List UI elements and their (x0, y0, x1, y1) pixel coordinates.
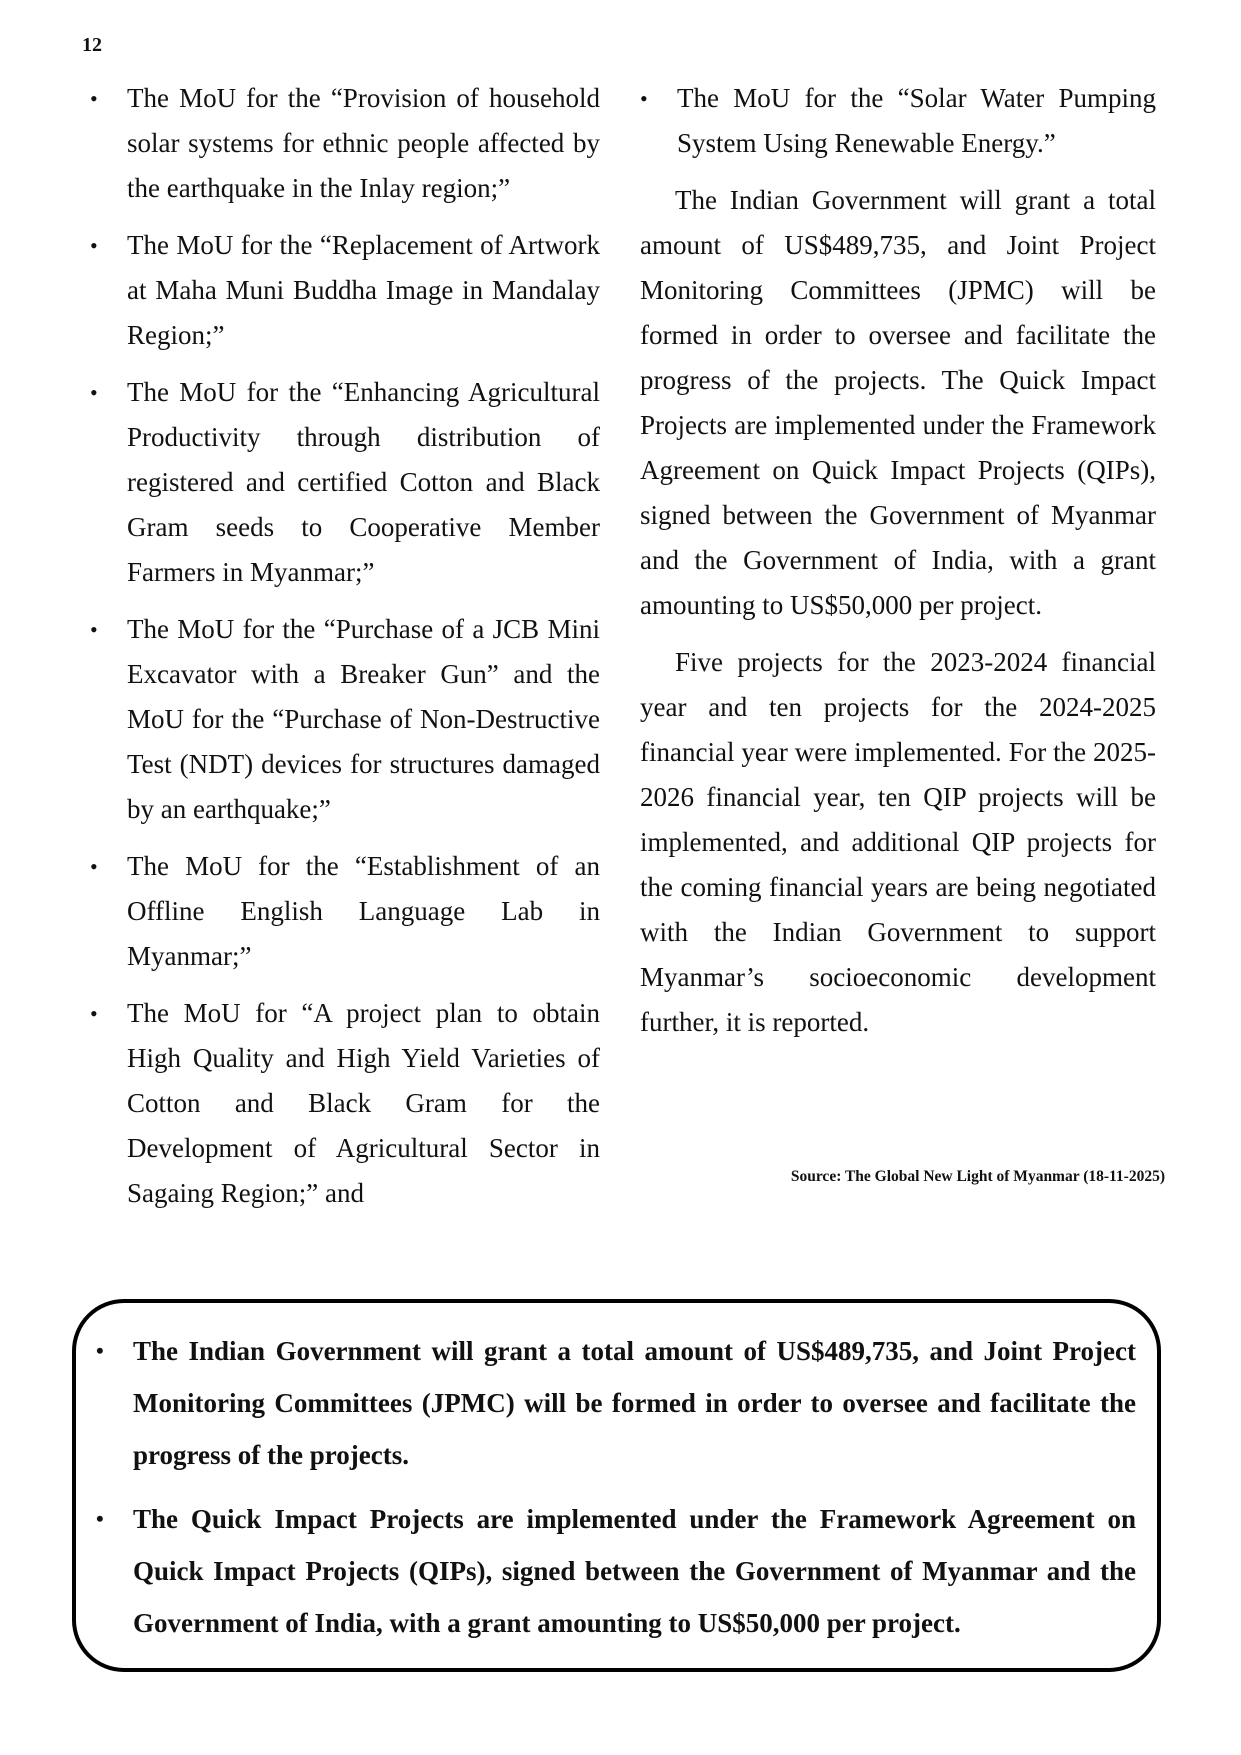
left-column (90, 76, 600, 1228)
body-paragraph: Five projects for the 2023-2024 financial year and ten projects for the 2024-2025 financial year were implemented. For the 2025-2026 financial year, ten QIP projects will be implemented, and additional QIP projects for the coming financial years are being negotiated with the Indian Government to support Myanmar’s socioeconomic development further, it is reported. (640, 647, 1156, 1037)
bullet-icon: • (90, 233, 98, 258)
highlight-item-text: The Indian Government will grant a total amount of US$489,735, and Joint Project Monitoring Committees (JPMC) will be formed in order to oversee and facilitate the progress of the projects. (133, 1336, 1136, 1470)
highlight-list (96, 1325, 1136, 1661)
bullet-icon: • (90, 617, 98, 642)
highlight-box (72, 1299, 1161, 1672)
bullet-icon: • (90, 854, 98, 879)
list-item (90, 844, 600, 979)
mou-list-right (640, 76, 1156, 166)
highlight-item (96, 1325, 1136, 1481)
list-item (90, 991, 600, 1216)
list-item (90, 76, 600, 211)
list-item-text: The MoU for the “Provision of household solar systems for ethnic people affected by the earthquake in the Inlay region;” (127, 83, 600, 203)
bullet-icon: • (96, 1506, 104, 1531)
list-item (90, 370, 600, 595)
bullet-icon: • (90, 380, 98, 405)
mou-list-left (90, 76, 600, 1216)
list-item-text: The MoU for “A project plan to obtain High Quality and High Yield Varieties of Cotton and Black Gram for the Development of Agricultural Sector in Sagaing Region;” and (127, 998, 600, 1208)
right-column (640, 76, 1156, 1057)
list-item (90, 607, 600, 832)
source-citation: Source: The Global New Light of Myanmar (18-11-2025) (790, 1168, 1165, 1185)
bullet-icon: • (90, 1001, 98, 1026)
body-paragraph: The Indian Government will grant a total amount of US$489,735, and Joint Project Monitoring Committees (JPMC) will be formed in order to oversee and facilitate the progress of the projects. The Quick Impact Projects are implemented under the Framework Agreement on Quick Impact Projects (QIPs), signed between the Government of Myanmar and the Government of India, with a grant amounting to US$50,000 per project. (640, 185, 1156, 620)
list-item-text: The MoU for the “Solar Water Pumping System Using Renewable Energy.” (677, 83, 1156, 158)
bullet-icon: • (90, 86, 98, 111)
list-item (90, 223, 600, 358)
bullet-icon: • (96, 1338, 104, 1363)
list-item-text: The MoU for the “Purchase of a JCB Mini Excavator with a Breaker Gun” and the MoU for the “Purchase of Non-Destructive Test (NDT) devices for structures damaged by an earthquake;” (127, 614, 600, 824)
list-item-text: The MoU for the “Replacement of Artwork at Maha Muni Buddha Image in Mandalay Region;” (127, 230, 600, 350)
list-item-text: The MoU for the “Enhancing Agricultural Productivity through distribution of registered and certified Cotton and Black Gram seeds to Cooperative Member Farmers in Myanmar;” (127, 377, 600, 587)
highlight-item (96, 1493, 1136, 1649)
page-number: 12 (82, 34, 102, 56)
highlight-item-text: The Quick Impact Projects are implemented under the Framework Agreement on Quick Impact Projects (QIPs), signed between the Government of Myanmar and the Government of India, with a grant amounting to US$50,000 per project. (133, 1504, 1136, 1638)
bullet-icon: • (640, 86, 648, 111)
list-item-text: The MoU for the “Establishment of an Offline English Language Lab in Myanmar;” (127, 851, 600, 971)
list-item (640, 76, 1156, 166)
